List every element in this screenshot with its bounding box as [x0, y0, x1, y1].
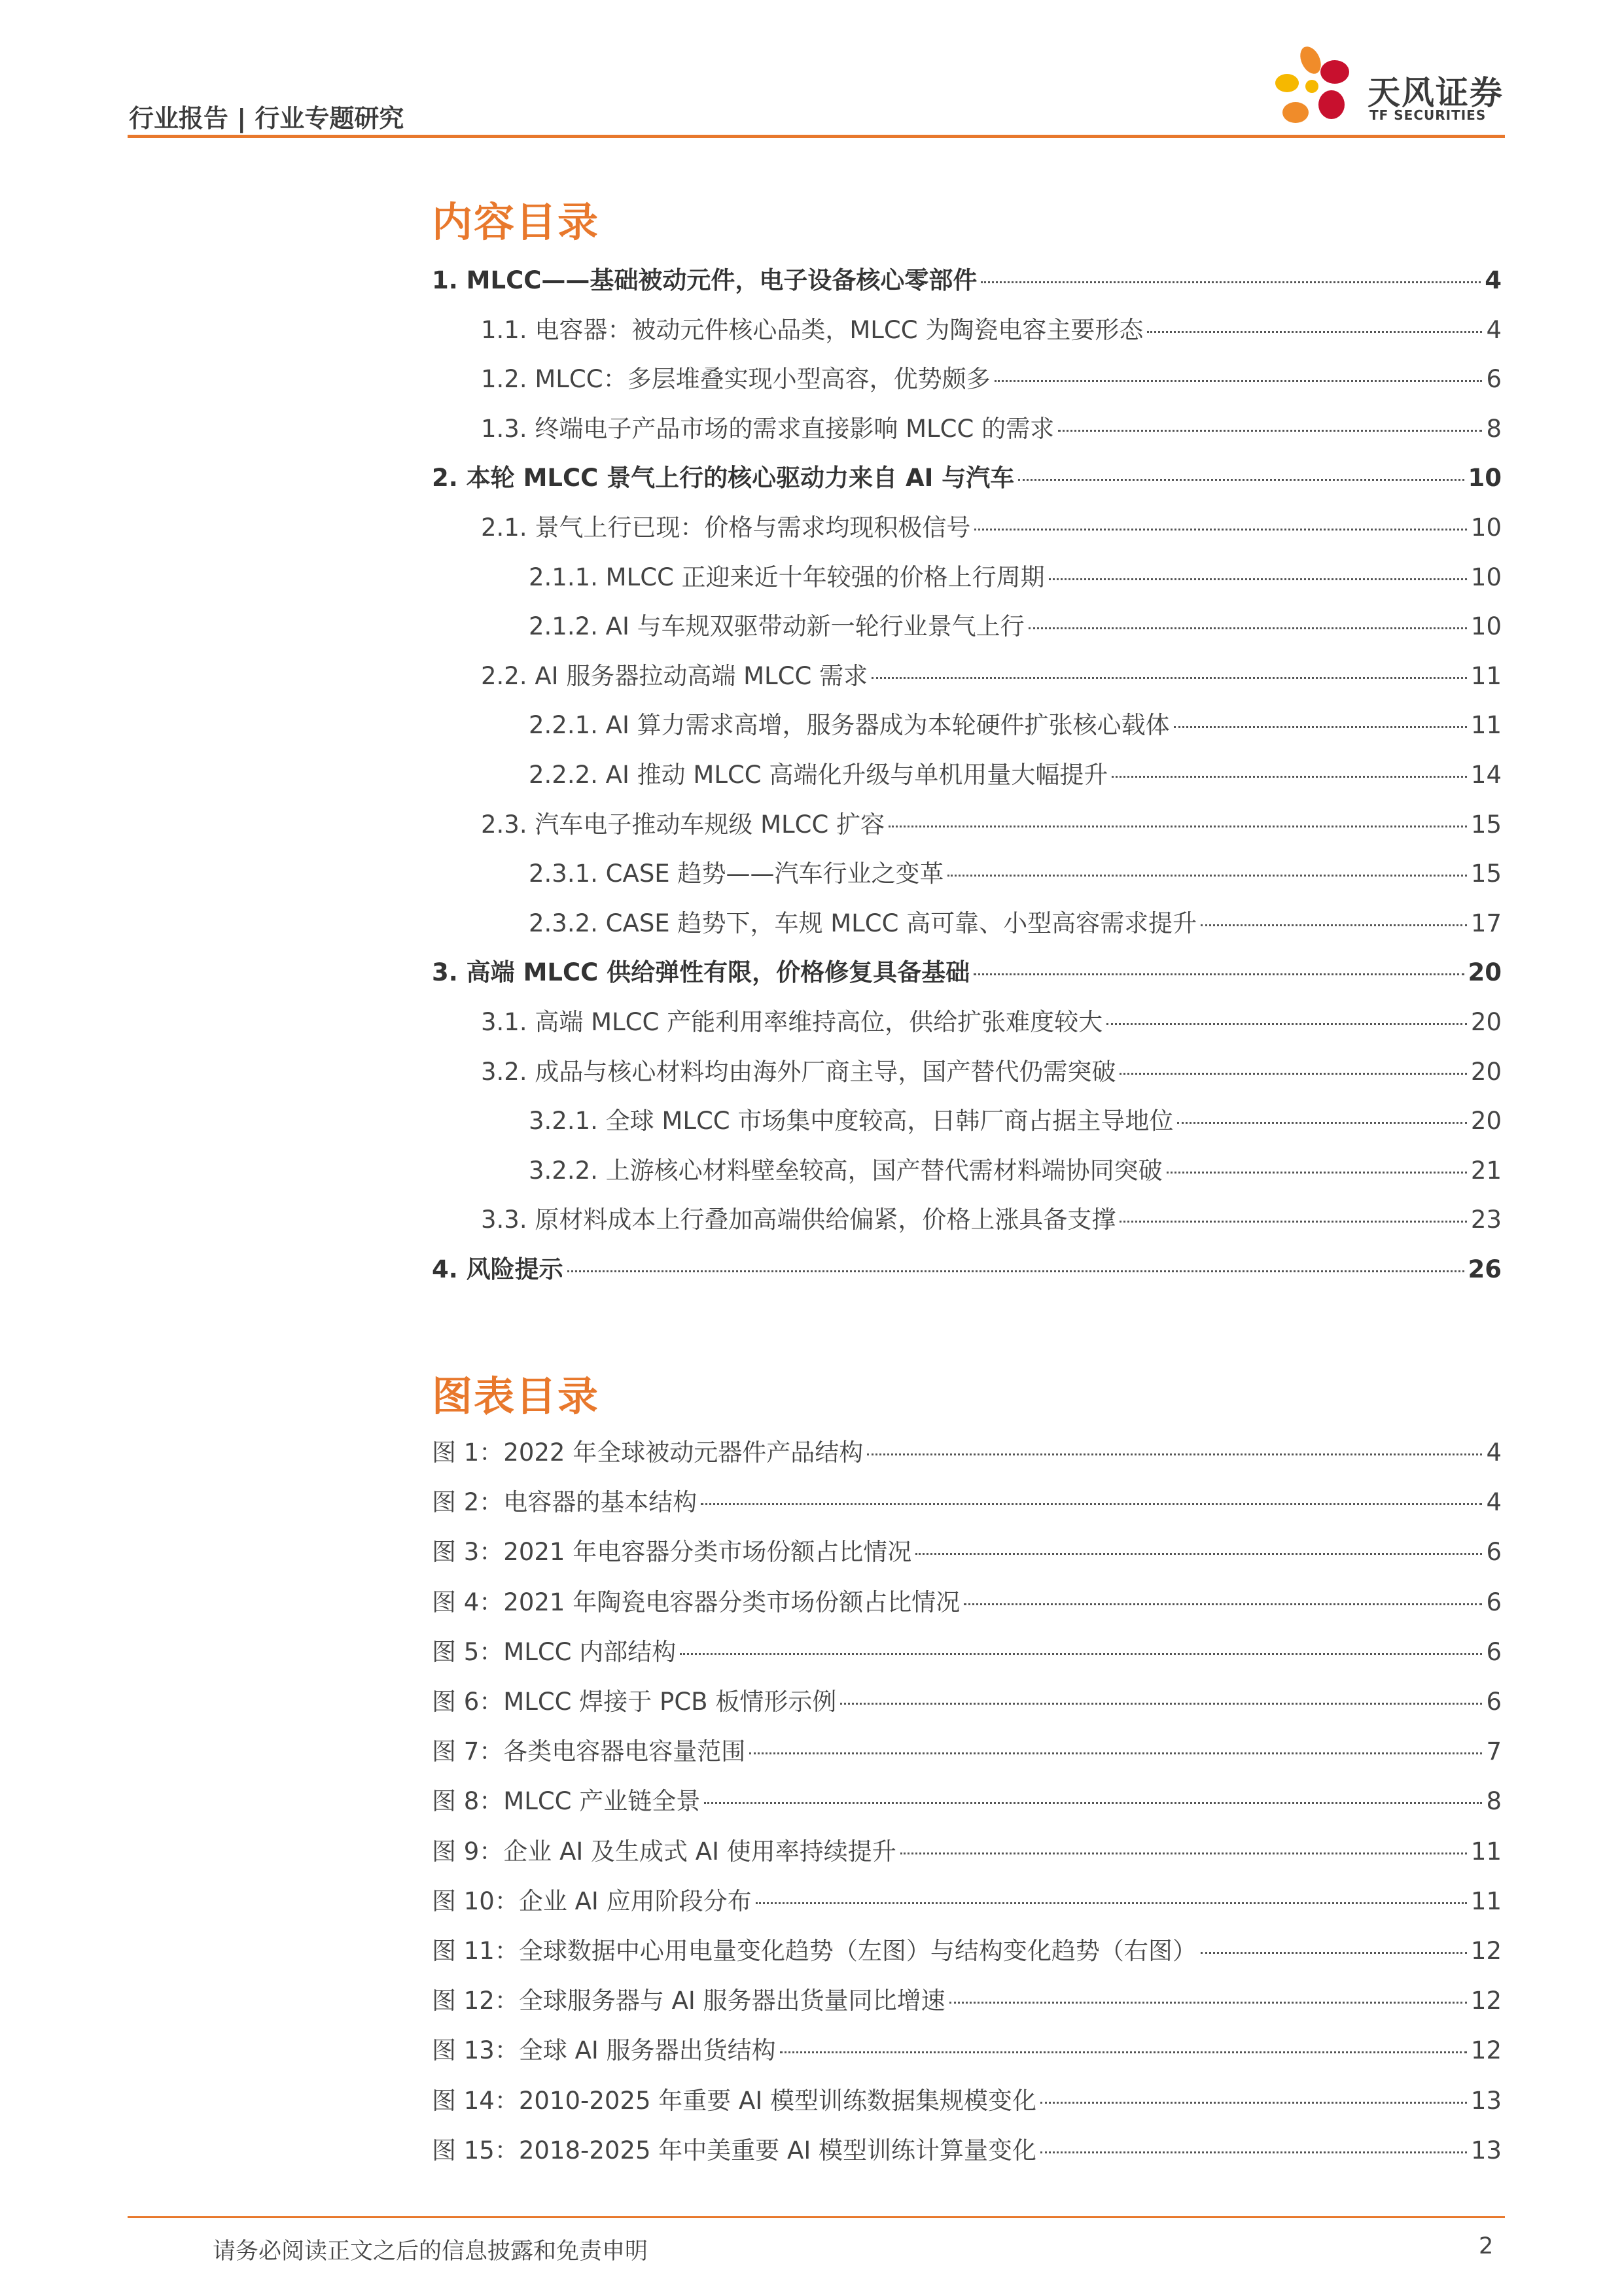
toc-entry-page: 10 [1470, 513, 1502, 542]
figure-entry-page: 6 [1486, 1637, 1502, 1666]
figure-entry[interactable] [432, 1931, 1502, 1968]
flower-logo-icon [1266, 41, 1364, 129]
figure-entry[interactable] [432, 1482, 1502, 1519]
toc-entry-label: 2.3.1. CASE 趋势——汽车行业之变革 [529, 860, 944, 888]
toc-entry-page: 23 [1470, 1206, 1502, 1234]
figure-entry-page: 6 [1486, 1688, 1502, 1716]
figure-entry-page: 4 [1486, 1488, 1502, 1517]
toc-entry[interactable] [529, 755, 1502, 791]
toc-entry[interactable] [529, 1151, 1502, 1187]
toc-entry-label: 2.1. 景气上行已现：价格与需求均现积极信号 [481, 513, 971, 542]
figure-entry-label: 图 9：企业 AI 及生成式 AI 使用率持续提升 [432, 1837, 896, 1866]
figure-entry[interactable] [432, 2081, 1502, 2117]
toc-entry-page: 4 [1486, 315, 1502, 344]
toc-entry-page: 17 [1470, 909, 1502, 937]
toc-entry[interactable] [529, 1101, 1502, 1138]
report-category: 行业报告 | 行业专题研究 [129, 104, 404, 133]
dot-leader [867, 1453, 1482, 1455]
header-rule [128, 135, 1505, 138]
figure-entry-label: 图 10：企业 AI 应用阶段分布 [432, 1887, 752, 1915]
dot-leader [1201, 924, 1467, 926]
dot-leader [1040, 2102, 1467, 2104]
dot-leader [995, 380, 1483, 382]
toc-entry-page: 10 [1470, 612, 1502, 641]
toc-entry[interactable] [481, 508, 1502, 544]
dot-leader [949, 2002, 1467, 2004]
figure-entry-label: 图 12：全球服务器与 AI 服务器出货量同比增速 [432, 1987, 945, 2015]
figure-entry[interactable] [432, 1981, 1502, 2017]
figure-entry-label: 图 11：全球数据中心用电量变化趋势（左图）与结构变化趋势（右图） [432, 1937, 1197, 1965]
figure-entry-page: 12 [1470, 1937, 1502, 1965]
toc-entry-page: 20 [1470, 1107, 1502, 1136]
page-number: 2 [1479, 2233, 1494, 2259]
dot-leader [1040, 2151, 1467, 2153]
dot-leader [974, 529, 1467, 531]
dot-leader [1201, 1952, 1467, 1954]
figure-entry-label: 图 8：MLCC 产业链全景 [432, 1787, 701, 1816]
toc-entry-page: 11 [1470, 711, 1502, 740]
toc-entry-page: 20 [1468, 958, 1502, 987]
dot-leader [1112, 776, 1467, 778]
dot-leader [1049, 578, 1467, 580]
dot-leader [872, 677, 1467, 679]
toc-entry-label: 2.1.1. MLCC 正迎来近十年较强的价格上行周期 [529, 563, 1045, 591]
dot-leader [1058, 430, 1482, 432]
toc-entry-label: 1.2. MLCC：多层堆叠实现小型高容，优势颇多 [481, 365, 991, 394]
toc-entry-page: 26 [1468, 1255, 1502, 1283]
toc-entry-label: 2.2.1. AI 算力需求高增，服务器成为本轮硬件扩张核心载体 [529, 711, 1170, 740]
figure-entry[interactable] [432, 2030, 1502, 2067]
figure-entry-page: 8 [1486, 1787, 1502, 1816]
figure-entry-page: 4 [1486, 1438, 1502, 1467]
figure-entry[interactable] [432, 1881, 1502, 1918]
figure-entry[interactable] [432, 1832, 1502, 1868]
dot-leader [1018, 479, 1464, 481]
toc-entry[interactable] [529, 557, 1502, 594]
logo-name: 天风证券 [1368, 74, 1504, 112]
dot-leader [1174, 726, 1467, 728]
figure-entry[interactable] [432, 1532, 1502, 1569]
toc-entry-page: 4 [1485, 266, 1502, 294]
toc-entry[interactable] [481, 1002, 1502, 1039]
dot-leader [915, 1553, 1482, 1555]
toc-entry-label: 3. 高端 MLCC 供给弹性有限，价格修复具备基础 [432, 958, 970, 987]
toc-entry[interactable] [481, 409, 1502, 445]
dot-leader [1120, 1073, 1467, 1075]
figure-entry-label: 图 13：全球 AI 服务器出货结构 [432, 2036, 776, 2065]
toc-entry[interactable] [481, 310, 1502, 347]
toc-entry-label: 3.3. 原材料成本上行叠加高端供给偏紧，价格上涨具备支撑 [481, 1206, 1116, 1234]
figure-entry-label: 图 15：2018-2025 年中美重要 AI 模型训练计算量变化 [432, 2136, 1037, 2165]
figure-entry-page: 12 [1470, 1987, 1502, 2015]
toc-entry[interactable] [529, 903, 1502, 940]
toc-entry-page: 8 [1486, 414, 1502, 443]
toc-entry[interactable] [432, 952, 1502, 989]
toc-entry[interactable] [481, 359, 1502, 396]
dot-leader [567, 1270, 1464, 1272]
dot-leader [964, 1603, 1482, 1605]
figure-entry-page: 6 [1486, 1538, 1502, 1567]
toc-entry-label: 3.2.1. 全球 MLCC 市场集中度较高，日韩厂商占据主导地位 [529, 1107, 1174, 1136]
toc-entry[interactable] [432, 1249, 1502, 1286]
toc-entry-label: 4. 风险提示 [432, 1255, 563, 1283]
company-logo [1266, 41, 1508, 129]
toc-entry[interactable] [529, 705, 1502, 742]
toc-entry-page: 20 [1470, 1008, 1502, 1036]
figure-entry[interactable] [432, 1731, 1502, 1768]
toc-entry-page: 10 [1470, 563, 1502, 591]
toc-entry-label: 2. 本轮 MLCC 景气上行的核心驱动力来自 AI 与汽车 [432, 464, 1015, 493]
dot-leader [756, 1902, 1467, 1904]
figure-entry[interactable] [432, 1682, 1502, 1718]
toc-entry-page: 15 [1470, 860, 1502, 888]
dot-leader [889, 826, 1467, 827]
toc-entry-page: 15 [1470, 810, 1502, 839]
toc-entry[interactable] [481, 805, 1502, 841]
toc-entry[interactable] [529, 606, 1502, 643]
dot-leader [947, 875, 1466, 877]
dot-leader [974, 973, 1464, 975]
toc-entry-label: 3.2. 成品与核心材料均由海外厂商主导，国产替代仍需突破 [481, 1057, 1116, 1086]
footer-rule [128, 2216, 1505, 2218]
toc-entry-label: 2.1.2. AI 与车规双驱带动新一轮行业景气上行 [529, 612, 1025, 641]
toc-entry-label: 1.3. 终端电子产品市场的需求直接影响 MLCC 的需求 [481, 414, 1055, 443]
figure-entry-page: 6 [1486, 1588, 1502, 1616]
toc-entry-label: 2.2. AI 服务器拉动高端 MLCC 需求 [481, 661, 868, 690]
figure-entry[interactable] [432, 2131, 1502, 2167]
toc-entry-page: 21 [1470, 1156, 1502, 1185]
figure-entry-page: 11 [1470, 1887, 1502, 1915]
dot-leader [701, 1503, 1482, 1505]
toc-entry-label: 2.3.2. CASE 趋势下，车规 MLCC 高可靠、小型高容需求提升 [529, 909, 1197, 937]
dot-leader [1167, 1172, 1467, 1174]
toc-entry-page: 10 [1468, 464, 1502, 493]
figure-entry[interactable] [432, 1781, 1502, 1818]
dot-leader [680, 1653, 1482, 1655]
figure-entry-label: 图 4：2021 年陶瓷电容器分类市场份额占比情况 [432, 1588, 961, 1616]
dot-leader [1177, 1122, 1467, 1124]
toc-entry-page: 6 [1486, 365, 1502, 394]
figure-entry-label: 图 14：2010-2025 年重要 AI 模型训练数据集规模变化 [432, 2086, 1037, 2115]
figure-entry-label: 图 2：电容器的基本结构 [432, 1488, 697, 1517]
toc-title: 内容目录 [432, 198, 600, 246]
footer-disclaimer: 请务必阅读正文之后的信息披露和免责申明 [213, 2238, 648, 2265]
dot-leader [749, 1752, 1482, 1754]
toc-entry[interactable] [529, 854, 1502, 890]
toc-entry[interactable] [481, 1052, 1502, 1088]
toc-entry-page: 11 [1470, 661, 1502, 690]
figure-entry[interactable] [432, 1433, 1502, 1469]
figure-entry-page: 7 [1486, 1737, 1502, 1766]
figure-entry-page: 11 [1470, 1837, 1502, 1866]
toc-entry-label: 1. MLCC——基础被动元件，电子设备核心零部件 [432, 266, 978, 294]
dot-leader [1106, 1023, 1467, 1025]
figure-entry-label: 图 5：MLCC 内部结构 [432, 1637, 677, 1666]
dot-leader [840, 1703, 1482, 1705]
dot-leader [981, 281, 1481, 283]
figure-entry-label: 图 1：2022 年全球被动元器件产品结构 [432, 1438, 864, 1467]
dot-leader [704, 1802, 1482, 1804]
toc-entry-label: 2.2.2. AI 推动 MLCC 高端化升级与单机用量大幅提升 [529, 761, 1108, 789]
toc-entry[interactable] [481, 1200, 1502, 1236]
figure-entry-label: 图 3：2021 年电容器分类市场份额占比情况 [432, 1538, 912, 1567]
dot-leader [900, 1852, 1467, 1854]
figure-entry-label: 图 6：MLCC 焊接于 PCB 板情形示例 [432, 1688, 837, 1716]
logo-subtitle: TF SECURITIES [1369, 107, 1487, 123]
figure-entry[interactable] [432, 1632, 1502, 1669]
figure-entry-page: 13 [1470, 2136, 1502, 2165]
toc-entry[interactable] [481, 656, 1502, 693]
toc-entry-label: 1.1. 电容器：被动元件核心品类，MLCC 为陶瓷电容主要形态 [481, 315, 1144, 344]
figures-title: 图表目录 [432, 1372, 600, 1420]
toc-entry-page: 14 [1470, 761, 1502, 789]
dot-leader [1147, 331, 1482, 333]
toc-entry-page: 20 [1470, 1057, 1502, 1086]
toc-entry-label: 2.3. 汽车电子推动车规级 MLCC 扩容 [481, 810, 885, 839]
toc-entry[interactable] [432, 458, 1502, 495]
figure-entry-label: 图 7：各类电容器电容量范围 [432, 1737, 746, 1766]
toc-entry-label: 3.1. 高端 MLCC 产能利用率维持高位，供给扩张难度较大 [481, 1008, 1103, 1036]
figure-entry[interactable] [432, 1582, 1502, 1619]
dot-leader [1029, 627, 1467, 629]
figure-entry-page: 13 [1470, 2086, 1502, 2115]
dot-leader [1120, 1221, 1467, 1223]
figure-entry-page: 12 [1470, 2036, 1502, 2065]
dot-leader [780, 2051, 1467, 2053]
toc-entry[interactable] [432, 260, 1502, 297]
toc-entry-label: 3.2.2. 上游核心材料壁垒较高，国产替代需材料端协同突破 [529, 1156, 1163, 1185]
